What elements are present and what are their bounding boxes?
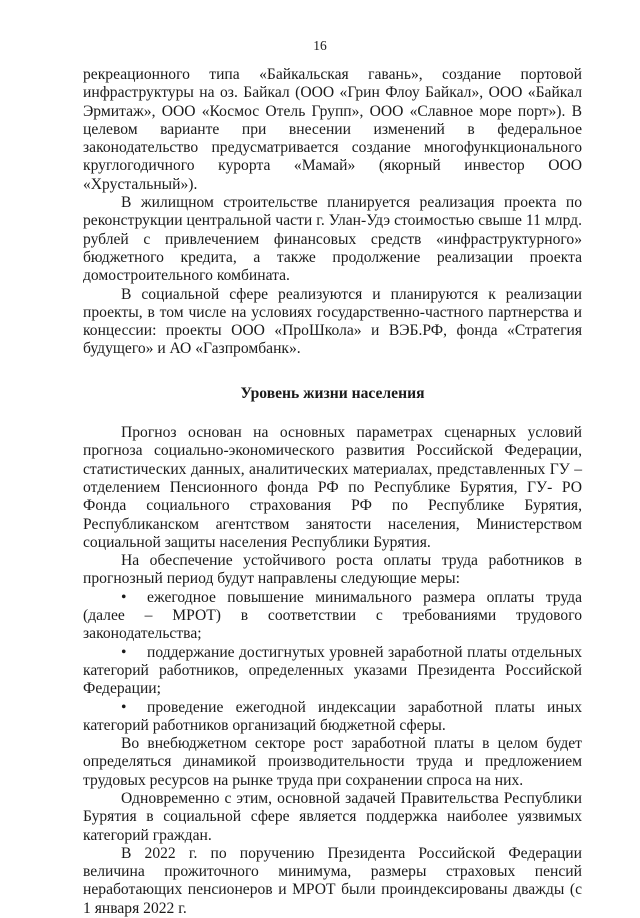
bullet-icon: •: [121, 698, 127, 716]
list-item: [83, 589, 582, 644]
measures-list: [83, 589, 582, 735]
paragraph-social-sphere: В социальной сфере реализуются и планируются к реализации проекты, в том числе на условиях государственно-частного партнерства и концессии: проекты ООО «ПроШкола» и ВЭБ.РФ, фонда «Стратегия будущего» и АО «Газпромбанк».: [83, 285, 582, 358]
list-item-text: проведение ежегодной индексации заработной платы иных категорий работников организаций бюджетной сферы.: [83, 698, 582, 734]
list-item-text: поддержание достигнутых уровней заработной платы отдельных категорий работников, определенных указами Президента Российской Федерации;: [83, 643, 582, 698]
page-number: 16: [313, 38, 327, 53]
paragraph-government-task: Одновременно с этим, основной задачей Правительства Республики Бурятия в социальной сфере является поддержка наиболее уязвимых категорий граждан.: [83, 789, 582, 844]
list-item: [83, 644, 582, 699]
bullet-icon: •: [121, 643, 127, 661]
list-item-text: ежегодное повышение минимального размера оплаты труда (далее – МРОТ) в соответствии с требованиями трудового законодательства;: [83, 588, 582, 643]
paragraph-forecast-basis: Прогноз основан на основных параметрах сценарных условий прогноза социально-экономического развития Российской Федерации, статистических данных, аналитических материалах, представленных ГУ – отделением Пенсионного фонда РФ по Республике Бурятия, ГУ- РО Фонда социального страхования РФ по Республике Бурятия, Республиканском агентством занятости населения, Министерством социальной защиты населения Республики Бурятия.: [83, 424, 582, 551]
paragraph-indexation-2022: В 2022 г. по поручению Президента Российской Федерации величина прожиточного минимума, размеры страховых пенсий неработающих пенсионеров и МРОТ были проиндексированы дважды (с 1 января 2022 г.: [83, 844, 582, 917]
bullet-icon: •: [121, 588, 127, 606]
page-content: [83, 66, 582, 918]
section-heading-living-standards: Уровень жизни населения: [240, 384, 425, 402]
paragraph-recreation-continuation: рекреационного типа «Байкальская гавань», создание портовой инфраструктуры на оз. Байкал (ООО «Грин Флоу Байкал», ООО «Байкал Эрмитаж», ООО «Космос Отель Групп», ООО «Славное море порт»). В целевом варианте при внесении изменений в федеральное законодательство предусматривается создание многофункционального круглогодичного курорта «Мамай» (якорный инвестор ООО «Хрустальный»).: [83, 66, 582, 193]
paragraph-wage-growth-measures: На обеспечение устойчивого роста оплаты труда работников в прогнозный период будут направлены следующие меры:: [83, 552, 582, 588]
paragraph-housing-construction: В жилищном строительстве планируется реализация проекта по реконструкции центральной части г. Улан-Удэ стоимостью свыше 11 млрд. рублей с привлечением финансовых средств «инфраструктурного» бюджетного кредита, а также продолжение реализации проекта домостроительного комбината.: [83, 194, 582, 285]
list-item: [83, 699, 582, 736]
paragraph-extrabudgetary-sector: Во внебюджетном секторе рост заработной платы в целом будет определяться динамикой производительности труда и предложением трудовых ресурсов на рынке труда при сохранении спроса на них.: [83, 735, 582, 789]
